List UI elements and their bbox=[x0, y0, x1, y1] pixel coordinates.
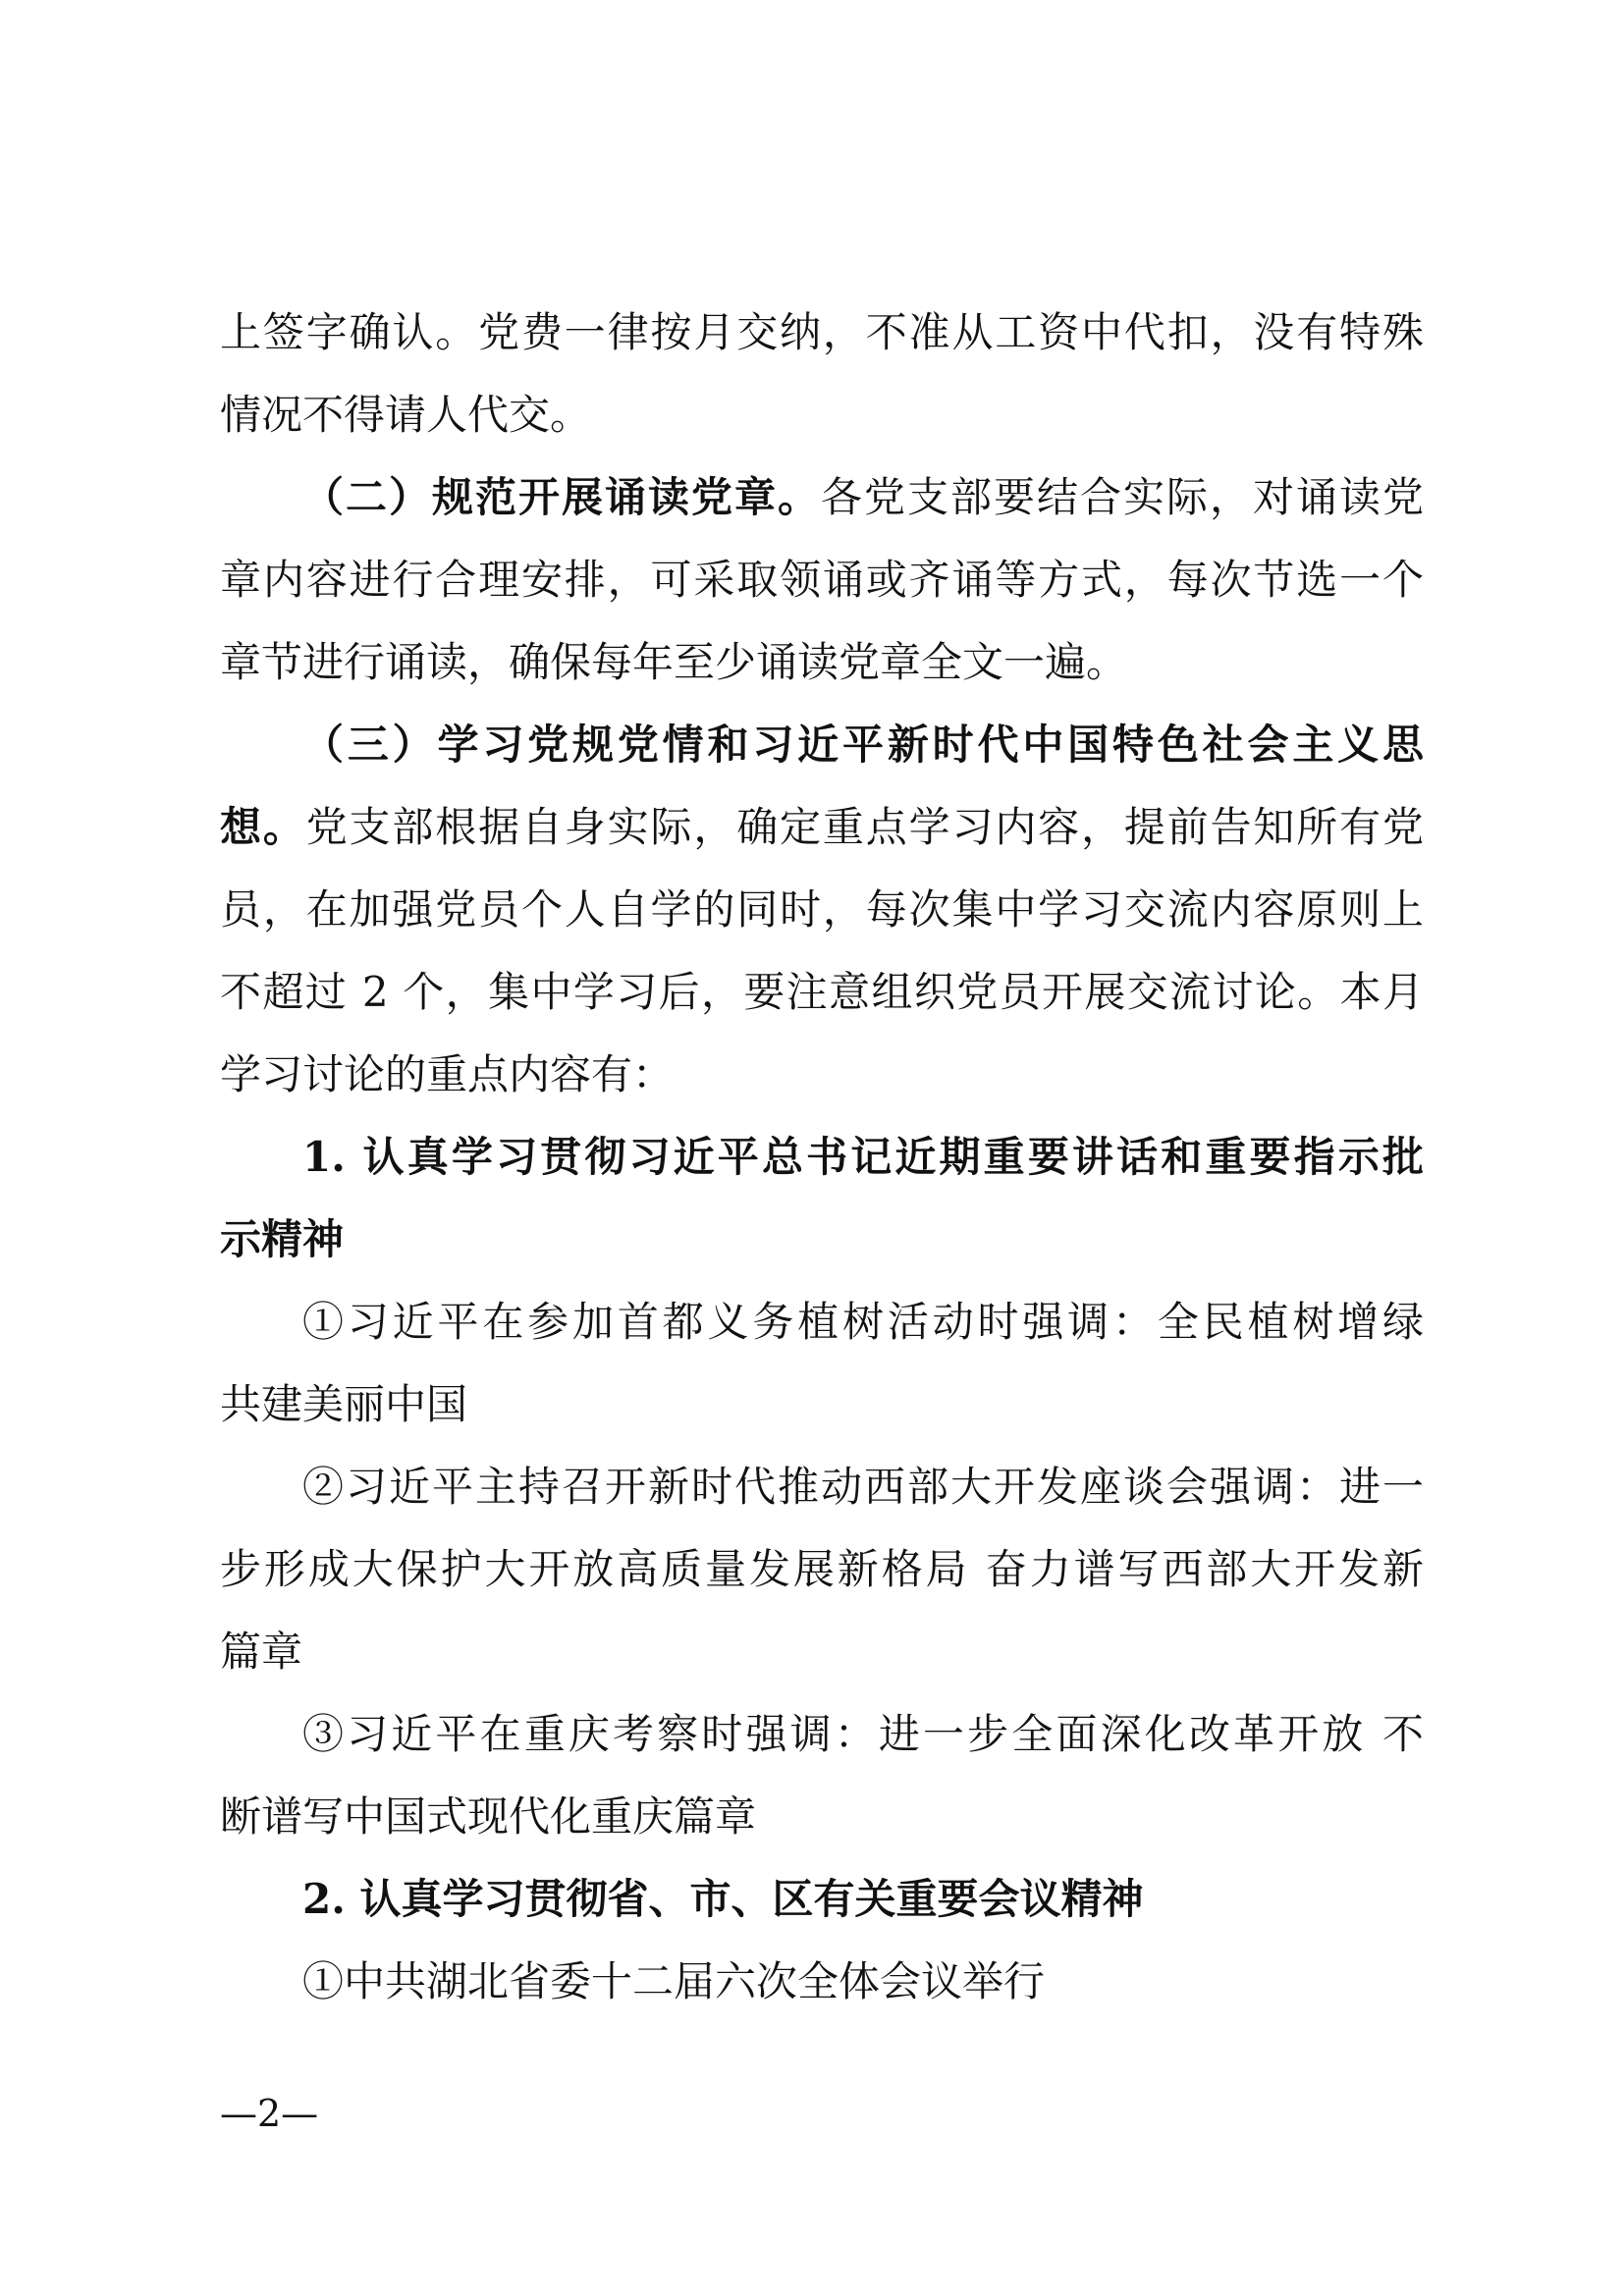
item-number: 1. bbox=[302, 1133, 346, 1181]
list-item-line: 篇章 bbox=[220, 1628, 303, 1676]
paragraph-line: 学习讨论的重点内容有： bbox=[220, 1050, 675, 1098]
list-item-line: 断谱写中国式现代化重庆篇章 bbox=[220, 1792, 757, 1841]
paragraph-line: 员，在加强党员个人自学的同时，每次集中学习交流内容原则上 bbox=[220, 885, 1424, 934]
section-heading: （三）学习党规党情和习近平新时代中国特色社会主义思 bbox=[302, 721, 1424, 769]
list-item: ①中共湖北省委十二届六次全体会议举行 bbox=[302, 1957, 1046, 2005]
numbered-heading bbox=[302, 1875, 1144, 1926]
section-heading: 想。 bbox=[220, 803, 306, 851]
item-heading: 认真学习贯彻习近平总书记近期重要讲话和重要指示批 bbox=[362, 1133, 1424, 1181]
list-item: ③习近平在重庆考察时强调：进一步全面深化改革开放 不 bbox=[302, 1710, 1424, 1758]
paragraph-text: 各党支部要结合实际，对诵读党 bbox=[821, 473, 1424, 521]
paragraph-line: 情况不得请人代交。 bbox=[220, 391, 592, 439]
list-item-line: 共建美丽中国 bbox=[220, 1380, 468, 1428]
item-heading-line: 示精神 bbox=[220, 1215, 345, 1263]
item-number: 2. bbox=[302, 1875, 346, 1923]
paragraph-line: 章内容进行合理安排，可采取领诵或齐诵等方式，每次节选一个 bbox=[220, 556, 1424, 604]
section-heading: （二）规范开展诵读党章。 bbox=[302, 473, 821, 521]
list-item-line: 步形成大保护大开放高质量发展新格局 奋力谱写西部大开发新 bbox=[220, 1545, 1424, 1593]
paragraph-text: 党支部根据自身实际，确定重点学习内容，提前告知所有党 bbox=[305, 803, 1424, 851]
paragraph-line: 不超过 2 个，集中学习后，要注意组织党员开展交流讨论。本月 bbox=[220, 968, 1424, 1016]
section-heading-line bbox=[220, 803, 1424, 854]
page-number: —2— bbox=[220, 2092, 319, 2135]
paragraph-line: 章节进行诵读，确保每年至少诵读党章全文一遍。 bbox=[220, 638, 1128, 686]
numbered-heading bbox=[302, 1133, 1424, 1184]
item-heading: 认真学习贯彻省、市、区有关重要会议精神 bbox=[359, 1875, 1144, 1923]
list-item: ②习近平主持召开新时代推动西部大开发座谈会强调：进一 bbox=[302, 1463, 1424, 1511]
section-heading-line bbox=[302, 473, 1424, 524]
paragraph-line: 上签字确认。党费一律按月交纳，不准从工资中代扣，没有特殊 bbox=[220, 308, 1424, 356]
list-item: ①习近平在参加首都义务植树活动时强调：全民植树增绿 bbox=[302, 1298, 1424, 1346]
